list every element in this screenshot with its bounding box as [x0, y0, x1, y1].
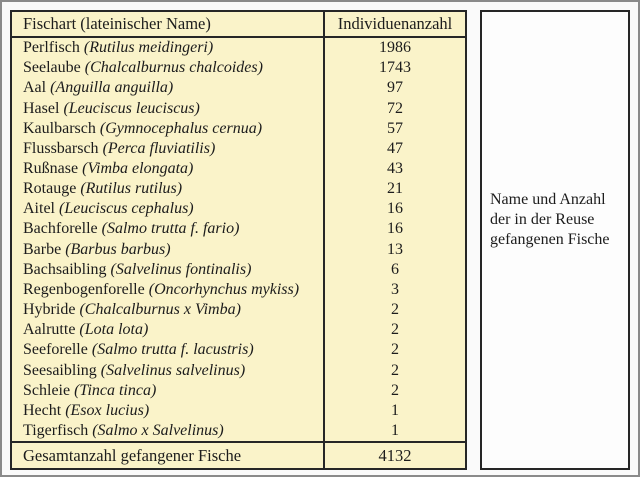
species-cell — [12, 139, 325, 159]
table-row — [12, 381, 465, 401]
species-common-name: Aitel — [23, 200, 59, 218]
table-row — [12, 58, 465, 78]
count-cell: 2 — [391, 301, 399, 319]
table-footer-row — [12, 441, 465, 468]
species-cell — [12, 98, 325, 118]
species-common-name: Seeforelle — [23, 341, 92, 359]
species-cell — [12, 320, 325, 340]
table-row — [12, 78, 465, 98]
species-common-name: Hybride — [23, 301, 80, 319]
species-latin-name: (Salvelinus fontinalis) — [110, 260, 252, 278]
column-header-count: Individuenanzahl — [337, 14, 453, 33]
species-latin-name: (Perca fluviatilis) — [102, 139, 216, 157]
species-cell — [12, 199, 325, 219]
species-common-name: Barbe — [23, 240, 66, 258]
total-label: Gesamtanzahl gefangener Fische — [12, 443, 325, 468]
count-cell: 1 — [391, 422, 399, 440]
count-cell: 43 — [387, 160, 403, 178]
species-latin-name: (Lota lota) — [79, 321, 149, 339]
species-common-name: Rußnase — [23, 160, 83, 178]
species-cell — [12, 159, 325, 179]
count-cell: 13 — [387, 240, 403, 258]
table-header-row — [12, 12, 465, 38]
table-row — [12, 280, 465, 300]
species-cell — [12, 280, 325, 300]
species-common-name: Perlfisch — [23, 39, 84, 57]
species-common-name: Regenbogenforelle — [23, 280, 149, 298]
table-row — [12, 199, 465, 219]
count-cell: 1986 — [379, 39, 411, 57]
table-row — [12, 260, 465, 280]
table-row — [12, 421, 465, 441]
count-cell: 1 — [391, 401, 399, 419]
species-cell — [12, 381, 325, 401]
species-latin-name: (Salmo trutta f. lacustris) — [91, 341, 254, 359]
count-cell: 72 — [387, 99, 403, 117]
species-latin-name: (Rutilus rutilus) — [80, 180, 183, 198]
table-row — [12, 401, 465, 421]
table-row — [12, 179, 465, 199]
count-cell: 2 — [391, 321, 399, 339]
table-body — [12, 38, 465, 441]
species-common-name: Aal — [23, 79, 51, 97]
count-cell: 3 — [391, 280, 399, 298]
species-common-name: Tigerfisch — [23, 422, 93, 440]
count-cell: 57 — [387, 119, 403, 137]
species-cell — [12, 240, 325, 260]
species-latin-name: (Anguilla anguilla) — [50, 79, 174, 97]
species-cell — [12, 361, 325, 381]
species-cell — [12, 78, 325, 98]
table-row — [12, 361, 465, 381]
table-row — [12, 320, 465, 340]
species-cell — [12, 340, 325, 360]
table-row — [12, 139, 465, 159]
species-latin-name: (Chalcalburnus x Vimba) — [79, 301, 241, 319]
species-cell — [12, 300, 325, 320]
count-cell: 16 — [387, 220, 403, 238]
fish-table — [10, 10, 467, 470]
table-row — [12, 300, 465, 320]
count-cell: 2 — [391, 381, 399, 399]
species-common-name: Rotauge — [23, 180, 81, 198]
count-cell: 21 — [387, 180, 403, 198]
species-latin-name: (Oncorhynchus mykiss) — [148, 280, 300, 298]
table-row — [12, 240, 465, 260]
species-common-name: Flussbarsch — [23, 139, 103, 157]
species-cell — [12, 421, 325, 441]
species-latin-name: (Rutilus meidingeri) — [83, 39, 214, 57]
species-latin-name: (Leuciscus leuciscus) — [63, 99, 200, 117]
species-common-name: Hecht — [23, 401, 66, 419]
species-latin-name: (Salmo trutta f. fario) — [101, 220, 240, 238]
total-value: 4132 — [378, 445, 412, 465]
species-cell — [12, 38, 325, 58]
species-common-name: Seelaube — [23, 59, 85, 77]
table-row — [12, 219, 465, 239]
count-cell: 16 — [387, 200, 403, 218]
table-row — [12, 38, 465, 58]
count-cell: 2 — [391, 361, 399, 379]
count-cell: 6 — [391, 260, 399, 278]
species-cell — [12, 119, 325, 139]
species-common-name: Hasel — [23, 99, 64, 117]
column-header-species: Fischart (lateinischer Name) — [12, 12, 325, 36]
species-cell — [12, 260, 325, 280]
species-common-name: Aalrutte — [23, 321, 80, 339]
species-latin-name: (Vimba elongata) — [82, 160, 194, 178]
species-common-name: Bachsaibling — [23, 260, 111, 278]
species-cell — [12, 179, 325, 199]
caption-text: Name und Anzahl der in der Reuse gefangenen Fische — [490, 191, 610, 248]
caption-box — [480, 10, 630, 470]
species-cell — [12, 401, 325, 421]
count-cell: 1743 — [379, 59, 411, 77]
species-latin-name: (Leuciscus cephalus) — [59, 200, 194, 218]
table-row — [12, 159, 465, 179]
species-latin-name: (Gymnocephalus cernua) — [99, 119, 263, 137]
table-row — [12, 98, 465, 118]
species-latin-name: (Esox lucius) — [65, 401, 150, 419]
species-common-name: Bachforelle — [23, 220, 102, 238]
species-common-name: Schleie — [23, 381, 75, 399]
species-common-name: Kaulbarsch — [23, 119, 100, 137]
species-latin-name: (Salmo x Salvelinus) — [92, 422, 224, 440]
table-row — [12, 119, 465, 139]
species-common-name: Seesaibling — [23, 361, 101, 379]
species-latin-name: (Tinca tinca) — [74, 381, 157, 399]
species-cell — [12, 219, 325, 239]
species-cell — [12, 58, 325, 78]
species-latin-name: (Salvelinus salvelinus) — [100, 361, 246, 379]
count-cell: 47 — [387, 139, 403, 157]
count-cell: 2 — [391, 341, 399, 359]
count-cell: 97 — [387, 79, 403, 97]
species-latin-name: (Barbus barbus) — [65, 240, 171, 258]
species-latin-name: (Chalcalburnus chalcoides) — [84, 59, 263, 77]
table-row — [12, 340, 465, 360]
